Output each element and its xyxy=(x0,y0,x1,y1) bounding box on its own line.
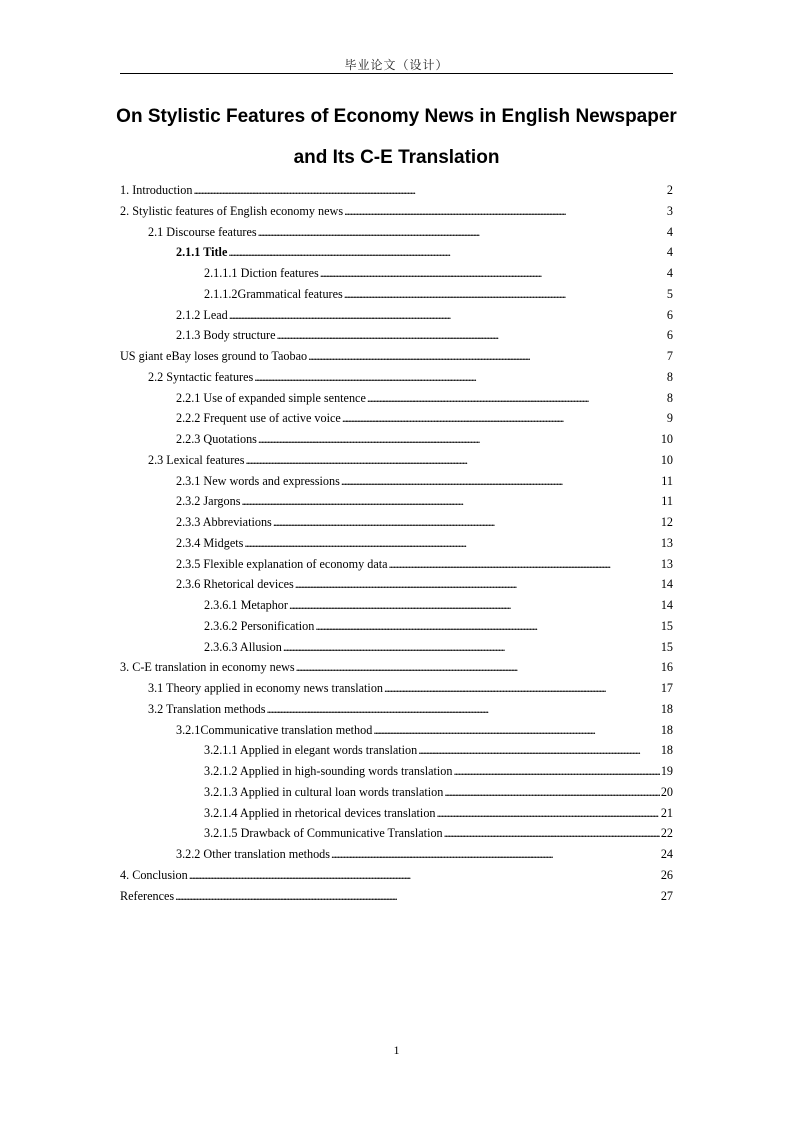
toc-entry-page-number: 4 xyxy=(666,266,673,280)
toc-entry[interactable] xyxy=(120,367,673,388)
toc-dot-leader xyxy=(189,865,660,886)
toc-entry-page-number: 5 xyxy=(666,286,673,301)
toc-entry-page-number: 6 xyxy=(666,307,673,322)
toc-entry-page-number: 13 xyxy=(660,535,673,550)
toc-entry-page-number: 7 xyxy=(666,349,673,363)
toc-entry[interactable] xyxy=(120,823,673,844)
toc-dot-leader xyxy=(444,782,660,803)
toc-entry[interactable] xyxy=(120,263,673,284)
toc-dot-leader xyxy=(254,367,666,388)
toc-entry[interactable] xyxy=(120,886,673,907)
toc-dot-leader xyxy=(342,408,666,429)
toc-dot-leader xyxy=(453,761,659,782)
toc-entry[interactable] xyxy=(120,429,673,450)
toc-entry-title: 2.1.1.1 Diction features xyxy=(204,266,319,280)
toc-dot-leader xyxy=(437,803,660,824)
toc-dot-leader xyxy=(331,844,660,865)
toc-entry-title: 2.1 Discourse features xyxy=(148,224,257,239)
toc-entry-page-number: 15 xyxy=(660,618,673,633)
toc-entry-title: 2.3.6.2 Personification xyxy=(204,618,315,633)
toc-dot-leader xyxy=(193,180,665,201)
toc-entry[interactable] xyxy=(120,180,673,201)
toc-entry-page-number: 20 xyxy=(660,784,673,799)
toc-entry-title: 3. C-E translation in economy news xyxy=(120,660,295,675)
toc-entry[interactable] xyxy=(120,471,673,492)
toc-entry[interactable] xyxy=(120,574,673,595)
toc-entry-title: 2.3 Lexical features xyxy=(148,452,245,467)
toc-dot-leader xyxy=(389,554,660,575)
toc-entry-title: 2.3.5 Flexible explanation of economy data xyxy=(176,556,388,571)
table-of-contents xyxy=(120,180,673,906)
toc-entry-page-number: 18 xyxy=(660,743,673,758)
toc-dot-leader xyxy=(244,533,659,554)
page-header: 毕业论文（设计） xyxy=(344,58,449,72)
toc-entry-title: 1. Introduction xyxy=(120,183,193,197)
toc-entry-page-number: 19 xyxy=(660,764,673,778)
toc-entry-title: 2.2 Syntactic features xyxy=(148,369,254,384)
toc-entry-page-number: 4 xyxy=(666,224,673,239)
toc-dot-leader xyxy=(384,678,660,699)
toc-entry[interactable] xyxy=(120,554,673,575)
toc-entry[interactable] xyxy=(120,408,673,429)
toc-entry-page-number: 13 xyxy=(660,556,673,571)
toc-entry-page-number: 10 xyxy=(660,452,673,467)
toc-entry-title: US giant eBay loses ground to Taobao xyxy=(120,349,308,363)
toc-entry-page-number: 6 xyxy=(666,328,673,343)
toc-dot-leader xyxy=(289,595,660,616)
toc-entry-page-number: 8 xyxy=(666,390,673,405)
page-number: 1 xyxy=(393,1043,400,1057)
toc-entry-title: 2.3.6.3 Allusion xyxy=(204,639,282,654)
toc-dot-leader xyxy=(283,637,660,658)
toc-entry-title: 3.2.1.5 Drawback of Communicative Translation xyxy=(204,826,443,841)
toc-entry-title: 3.2.1.1 Applied in elegant words translation xyxy=(204,743,418,758)
toc-entry[interactable] xyxy=(120,491,673,512)
toc-entry[interactable] xyxy=(120,720,673,741)
toc-dot-leader xyxy=(344,284,666,305)
toc-dot-leader xyxy=(277,325,666,346)
toc-entry-title: 3.2 Translation methods xyxy=(148,701,266,716)
header-rule xyxy=(120,73,673,74)
document-title-line-2: and Its C-E Translation xyxy=(293,147,500,168)
toc-dot-leader xyxy=(444,823,660,844)
toc-entry[interactable] xyxy=(120,844,673,865)
toc-entry-page-number: 8 xyxy=(666,369,673,384)
toc-entry-page-number: 11 xyxy=(661,494,673,509)
toc-entry-title: 3.2.1.4 Applied in rhetorical devices translation xyxy=(204,805,436,820)
toc-dot-leader xyxy=(228,242,666,263)
toc-entry-title: References xyxy=(120,888,175,903)
toc-entry-page-number: 22 xyxy=(660,826,673,841)
toc-entry-title: 3.2.1.2 Applied in high-sounding words translation xyxy=(204,764,453,778)
toc-entry-title: 2.2.2 Frequent use of active voice xyxy=(176,411,341,426)
toc-entry-title: 2.2.1 Use of expanded simple sentence xyxy=(176,390,366,405)
toc-dot-leader xyxy=(341,471,660,492)
toc-dot-leader xyxy=(367,388,666,409)
toc-entry[interactable] xyxy=(120,803,673,824)
toc-entry-title: 3.1 Theory applied in economy news translation xyxy=(148,681,384,695)
toc-entry-page-number: 24 xyxy=(660,847,673,861)
toc-entry-title: 2.3.3 Abbreviations xyxy=(176,515,272,529)
toc-entry[interactable] xyxy=(120,865,673,886)
toc-entry[interactable] xyxy=(120,595,673,616)
toc-entry[interactable] xyxy=(120,678,673,699)
toc-entry[interactable] xyxy=(120,740,673,761)
toc-entry-title: 3.2.2 Other translation methods xyxy=(176,847,331,861)
toc-entry[interactable] xyxy=(120,657,673,678)
toc-dot-leader xyxy=(308,346,666,367)
toc-entry-page-number: 4 xyxy=(666,245,673,260)
toc-dot-leader xyxy=(273,512,660,533)
toc-entry-page-number: 11 xyxy=(661,473,673,488)
toc-entry-page-number: 17 xyxy=(660,681,673,695)
toc-entry[interactable] xyxy=(120,761,673,782)
toc-entry-title: 2.1.1 Title xyxy=(176,245,228,260)
toc-entry[interactable] xyxy=(120,388,673,409)
toc-dot-leader xyxy=(295,574,660,595)
toc-entry-page-number: 21 xyxy=(660,805,673,820)
toc-dot-leader xyxy=(245,450,659,471)
toc-dot-leader xyxy=(266,699,659,720)
toc-dot-leader xyxy=(315,616,659,637)
toc-entry[interactable] xyxy=(120,637,673,658)
toc-entry-title: 2.2.3 Quotations xyxy=(176,432,257,446)
toc-entry[interactable] xyxy=(120,201,673,222)
toc-entry-title: 2.1.1.2Grammatical features xyxy=(204,286,343,301)
toc-dot-leader xyxy=(241,491,660,512)
toc-entry-page-number: 18 xyxy=(660,722,673,737)
toc-dot-leader xyxy=(258,222,666,243)
toc-entry-title: 2.3.6.1 Metaphor xyxy=(204,598,288,612)
toc-dot-leader xyxy=(229,305,666,326)
toc-entry-title: 2.3.6 Rhetorical devices xyxy=(176,577,294,592)
toc-dot-leader xyxy=(373,720,659,741)
toc-entry-title: 2.1.3 Body structure xyxy=(176,328,276,343)
toc-dot-leader xyxy=(296,657,660,678)
toc-entry-page-number: 9 xyxy=(666,411,673,426)
toc-entry-title: 3.2.1Communicative translation method xyxy=(176,722,373,737)
toc-entry-page-number: 15 xyxy=(660,639,673,654)
toc-entry[interactable] xyxy=(120,346,673,367)
toc-dot-leader xyxy=(258,429,660,450)
toc-entry-title: 2.3.1 New words and expressions xyxy=(176,473,340,488)
toc-entry-page-number: 18 xyxy=(660,701,673,716)
toc-entry[interactable] xyxy=(120,242,673,263)
toc-entry[interactable] xyxy=(120,284,673,305)
toc-dot-leader xyxy=(344,201,666,222)
toc-entry-page-number: 14 xyxy=(660,598,673,612)
toc-entry-page-number: 3 xyxy=(666,203,673,218)
toc-entry-page-number: 26 xyxy=(660,867,673,882)
toc-entry[interactable] xyxy=(120,325,673,346)
toc-entry-title: 2.3.2 Jargons xyxy=(176,494,241,509)
toc-entry[interactable] xyxy=(120,616,673,637)
toc-entry[interactable] xyxy=(120,305,673,326)
toc-entry-page-number: 16 xyxy=(660,660,673,675)
toc-entry-page-number: 10 xyxy=(660,432,673,446)
toc-dot-leader xyxy=(320,263,666,284)
toc-entry[interactable] xyxy=(120,782,673,803)
toc-entry[interactable] xyxy=(120,222,673,243)
toc-entry-title: 2.1.2 Lead xyxy=(176,307,228,322)
document-title-line-1: On Stylistic Features of Economy News in English Newspaper xyxy=(116,106,677,127)
toc-entry-title: 2. Stylistic features of English economy news xyxy=(120,203,344,218)
toc-entry[interactable] xyxy=(120,450,673,471)
toc-entry[interactable] xyxy=(120,533,673,554)
toc-dot-leader xyxy=(418,740,660,761)
toc-entry[interactable] xyxy=(120,512,673,533)
toc-entry-page-number: 12 xyxy=(660,515,673,529)
toc-entry[interactable] xyxy=(120,699,673,720)
toc-entry-page-number: 2 xyxy=(666,183,673,197)
toc-entry-title: 3.2.1.3 Applied in cultural loan words translation xyxy=(204,784,444,799)
toc-entry-title: 2.3.4 Midgets xyxy=(176,535,244,550)
toc-entry-title: 4. Conclusion xyxy=(120,867,188,882)
toc-dot-leader xyxy=(175,886,660,907)
toc-entry-page-number: 27 xyxy=(660,888,673,903)
toc-entry-page-number: 14 xyxy=(660,577,673,592)
